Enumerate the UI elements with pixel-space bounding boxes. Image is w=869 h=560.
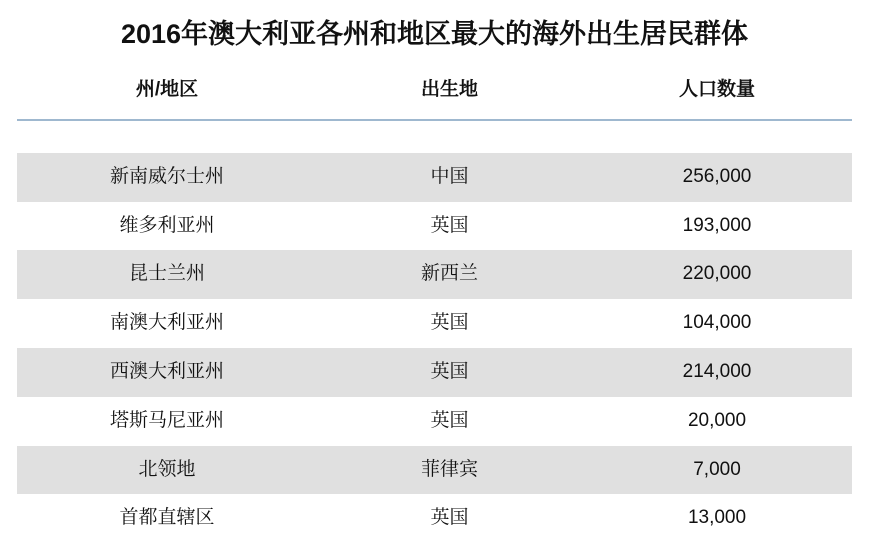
cell-birthplace: 英国 bbox=[317, 202, 582, 251]
table-row bbox=[17, 153, 852, 202]
table-header bbox=[17, 58, 852, 120]
column-header-birthplace: 出生地 bbox=[420, 78, 478, 100]
table-spacer-row bbox=[17, 120, 852, 153]
table-row bbox=[17, 494, 852, 543]
column-header-region: 州/地区 bbox=[135, 78, 199, 100]
cell-birthplace: 菲律宾 bbox=[317, 446, 582, 495]
table-row bbox=[17, 348, 852, 397]
spacer-cell bbox=[582, 120, 852, 153]
cell-birthplace: 英国 bbox=[317, 397, 582, 446]
cell-region: 北领地 bbox=[17, 446, 317, 495]
cell-population: 20,000 bbox=[582, 397, 852, 446]
table-row bbox=[17, 299, 852, 348]
cell-birthplace: 新西兰 bbox=[317, 250, 582, 299]
cell-population: 220,000 bbox=[582, 250, 852, 299]
cell-population: 104,000 bbox=[582, 299, 852, 348]
cell-region: 西澳大利亚州 bbox=[17, 348, 317, 397]
overseas-born-table bbox=[17, 58, 852, 543]
table-row bbox=[17, 250, 852, 299]
cell-birthplace: 英国 bbox=[317, 299, 582, 348]
table-header-row bbox=[17, 58, 852, 120]
cell-region: 维多利亚州 bbox=[17, 202, 317, 251]
column-header-population: 人口数量 bbox=[678, 78, 755, 100]
cell-region: 南澳大利亚州 bbox=[17, 299, 317, 348]
cell-birthplace: 中国 bbox=[317, 153, 582, 202]
cell-region: 塔斯马尼亚州 bbox=[17, 397, 317, 446]
cell-population: 193,000 bbox=[582, 202, 852, 251]
cell-birthplace: 英国 bbox=[317, 494, 582, 543]
cell-region: 昆士兰州 bbox=[17, 250, 317, 299]
table-row bbox=[17, 397, 852, 446]
cell-region: 首都直辖区 bbox=[17, 494, 317, 543]
spacer-cell bbox=[317, 120, 582, 153]
spacer-cell bbox=[17, 120, 317, 153]
cell-population: 7,000 bbox=[582, 446, 852, 495]
page-title: 2016年澳大利亚各州和地区最大的海外出生居民群体 bbox=[120, 19, 749, 49]
table-row bbox=[17, 446, 852, 495]
table-row bbox=[17, 202, 852, 251]
cell-population: 214,000 bbox=[582, 348, 852, 397]
cell-birthplace: 英国 bbox=[317, 348, 582, 397]
cell-region: 新南威尔士州 bbox=[17, 153, 317, 202]
cell-population: 256,000 bbox=[582, 153, 852, 202]
cell-population: 13,000 bbox=[582, 494, 852, 543]
table-body bbox=[17, 120, 852, 543]
